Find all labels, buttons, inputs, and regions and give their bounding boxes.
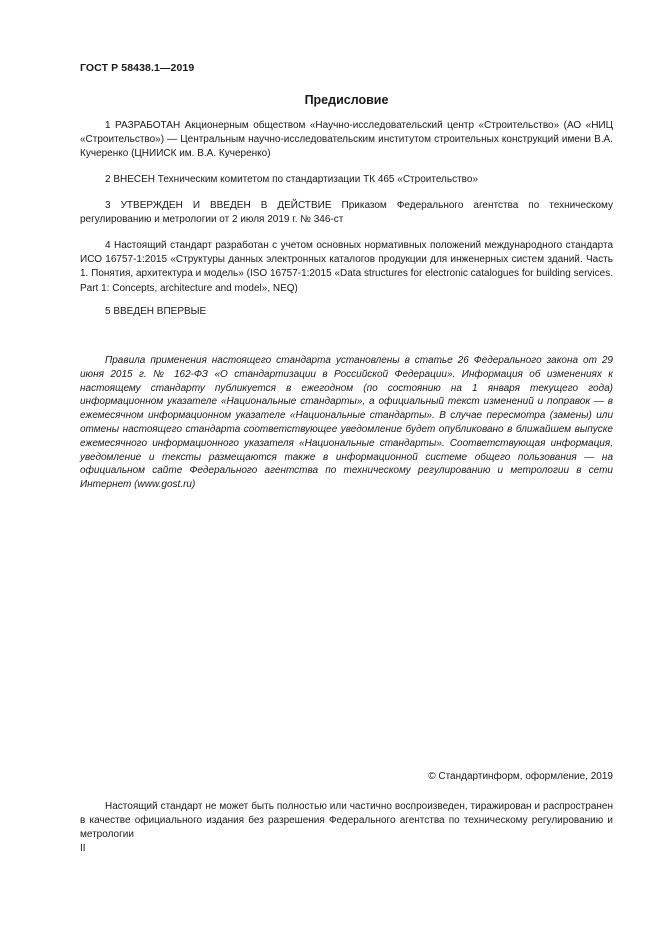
preface-item-2: 2 ВНЕСЕН Техническим комитетом по стандартизации ТК 465 «Строительство» bbox=[105, 174, 478, 185]
reproduction-notice: Настоящий стандарт не может быть полностью или частично воспроизведен, тиражирован и распространен в качестве официального издания без разрешения Федерального агентства по техническому регулированию и метрологии bbox=[80, 801, 613, 840]
standard-code-header: ГОСТ Р 58438.1—2019 bbox=[80, 62, 195, 74]
copyright-line: © Стандартинформ, оформление, 2019 bbox=[428, 771, 613, 782]
preface-item-3: 3 УТВЕРЖДЕН И ВВЕДЕН В ДЕЙСТВИЕ Приказом Федерального агентства по техническому регулированию и метрологии от 2 июля 2019 г. № 346-ст bbox=[80, 200, 613, 226]
preface-item-5: 5 ВВЕДЕН ВПЕРВЫЕ bbox=[105, 306, 207, 317]
page-title: Предисловие bbox=[304, 93, 389, 107]
preface-item-4: 4 Настоящий стандарт разработан с учетом основных нормативных положений международного стандарта ИСО 16757-1:2015 «Структуры данных электронных каталогов продукции для инженерных систем зданий. Часть 1. Понятия, архитектура и модель» (ISO 16757-1:2015 «Data structures for electronic catalogues for building services. Part 1: Concepts, architecture and model», NEQ) bbox=[80, 240, 613, 294]
application-rules-note: Правила применения настоящего стандарта установлены в статье 26 Федерального закона от 29 июня 2015 г. № 162-ФЗ «О стандартизации в Российской Федерации». Информация об изменениях к настоящему стандарту публикуется в ежегодном (по состоянию на 1 января текущего года) информационном указателе «Национальные стандарты», а официальный текст изменений и поправок — в ежемесячном информационном указателе «Национальные стандарты». В случае пересмотра (замены) или отмены настоящего стандарта соответствующее уведомление будет опубликовано в ближайшем выпуске ежемесячного информационного указателя «Национальные стандарты». Соответствующая информация, уведомление и тексты размещаются также в информационной системе общего пользования — на официальном сайте Федерального агентства по техническому регулированию и метрологии в сети Интернет (www.gost.ru) bbox=[80, 355, 613, 491]
preface-item-1: 1 РАЗРАБОТАН Акционерным обществом «Научно-исследовательский центр «Строительство» (АО «НИЦ «Строительство») — Центральным научно-исследовательским институтом строительных конструкций имени В.А. Кучеренко (ЦНИИСК им. В.А. Кучеренко) bbox=[80, 120, 613, 160]
page-number: II bbox=[80, 843, 86, 854]
